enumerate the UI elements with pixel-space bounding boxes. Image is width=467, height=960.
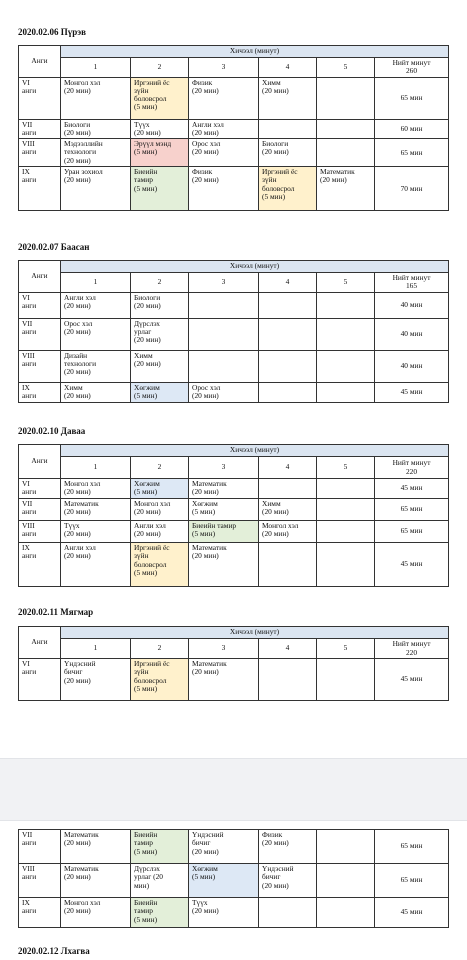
- lesson-cell-text: Математик (20 мин): [64, 499, 99, 517]
- lesson-cell: [61, 499, 131, 521]
- period-number: 3: [189, 457, 259, 479]
- table-row: [19, 77, 449, 119]
- lesson-cell: [259, 659, 317, 701]
- lesson-cell: [259, 167, 317, 211]
- lesson-cell: [61, 167, 131, 211]
- period-number: 2: [131, 639, 189, 659]
- table-row: [19, 167, 449, 211]
- table-row: [19, 119, 449, 139]
- lesson-cell: [259, 77, 317, 119]
- page-gap: [0, 758, 467, 820]
- row-total-cell: [375, 350, 449, 382]
- section-date: 2020.02.11 Мягмар: [18, 607, 94, 617]
- lesson-cell-text: Физик (20 мин): [192, 77, 219, 95]
- section-date: 2020.02.06 Пүрэв: [18, 27, 87, 37]
- lesson-cell: [189, 119, 259, 139]
- total-header-text: Нийт минут 220: [392, 458, 431, 476]
- lesson-cell-text: Монгол хэл (20 мин): [64, 479, 101, 497]
- period-number: 2: [131, 273, 189, 293]
- table-row: [19, 830, 449, 864]
- lesson-cell: [189, 864, 259, 898]
- lesson-cell-text: Эрүүл мэнд (5 мин): [134, 139, 172, 157]
- lesson-cell-text: Уран зохиол (20 мин): [64, 167, 103, 185]
- row-total-cell: [375, 659, 449, 701]
- row-total-cell-text: 60 мин: [400, 123, 423, 133]
- period-number: 1: [61, 273, 131, 293]
- lesson-cell-text: Иргэний ёс зүйн боловсрол (5 мин): [134, 543, 170, 577]
- lesson-cell-text: Англи хэл (20 мин): [192, 119, 224, 137]
- lesson-cell: [61, 382, 131, 402]
- header-row: [19, 46, 449, 58]
- lesson-cell: [259, 499, 317, 521]
- lesson-cell: [131, 382, 189, 402]
- row-total-cell-text: 70 мин: [400, 183, 423, 193]
- lesson-cell: [189, 830, 259, 864]
- lesson-cell: [61, 119, 131, 139]
- table-row: [19, 292, 449, 318]
- lesson-cell: [189, 77, 259, 119]
- lesson-cell-text: Үндэсний бичиг (20 мин): [192, 830, 224, 856]
- lesson-cell-text: Монгол хэл (20 мин): [64, 898, 101, 916]
- lesson-cell-text: Хөгжим (5 мин): [192, 499, 218, 517]
- grade-cell: [19, 830, 61, 864]
- period-number: 4: [259, 639, 317, 659]
- row-total-cell: [375, 167, 449, 211]
- lesson-cell: [317, 898, 375, 928]
- lesson-cell: [189, 499, 259, 521]
- lesson-cell: [317, 864, 375, 898]
- schedule-table: [18, 260, 449, 403]
- lesson-cell-text: Химм (20 мин): [134, 350, 161, 368]
- grade-cell: [19, 499, 61, 521]
- lesson-cell: [317, 139, 375, 167]
- total-header: [375, 58, 449, 78]
- lesson-cell-text: Англи хэл (20 мин): [64, 543, 96, 561]
- row-total-cell-text: 45 мин: [400, 483, 423, 493]
- grade-cell: [19, 350, 61, 382]
- lesson-cell-text: Монгол хэл (20 мин): [134, 499, 171, 517]
- schedule-header: Хичээл (минут): [61, 261, 449, 273]
- lesson-cell: [61, 77, 131, 119]
- lesson-cell-text: Орос хэл (20 мин): [192, 139, 221, 157]
- row-total-cell: [375, 830, 449, 864]
- lesson-cell: [131, 499, 189, 521]
- row-total-cell-text: 40 мин: [400, 299, 423, 309]
- lesson-cell-text: Орос хэл (20 мин): [192, 382, 221, 400]
- row-total-cell-text: 45 мин: [400, 559, 423, 569]
- lesson-cell: [259, 318, 317, 350]
- row-total-cell: [375, 864, 449, 898]
- row-total-cell: [375, 543, 449, 587]
- lesson-cell: [259, 830, 317, 864]
- period-number: 4: [259, 457, 317, 479]
- lesson-cell: [317, 318, 375, 350]
- grade-cell-text: VII анги: [22, 318, 37, 336]
- lesson-cell-text: Түүх (20 мин): [134, 119, 161, 137]
- row-total-cell-text: 65 мин: [400, 147, 423, 157]
- lesson-cell: [131, 830, 189, 864]
- grade-cell: [19, 119, 61, 139]
- lesson-cell-text: Монгол хэл (20 мин): [262, 521, 299, 539]
- next-section-date: 2020.02.12 Лхагва: [18, 946, 90, 956]
- lesson-cell: [131, 350, 189, 382]
- row-total-cell: [375, 292, 449, 318]
- lesson-cell: [189, 659, 259, 701]
- period-number: 2: [131, 457, 189, 479]
- header-row: [19, 58, 449, 78]
- lesson-cell-text: Дизайн технологи (20 мин): [64, 350, 97, 377]
- lesson-cell-text: Түүх (20 мин): [192, 898, 219, 916]
- lesson-cell-text: Математик (20 мин): [64, 830, 99, 848]
- lesson-cell: [61, 350, 131, 382]
- period-number: 5: [317, 273, 375, 293]
- schedule-header: Хичээл (минут): [61, 46, 449, 58]
- lesson-cell-text: Иргэний ёс зүйн боловсрол (5 мин): [134, 77, 170, 112]
- row-total-cell: [375, 119, 449, 139]
- grade-cell: [19, 521, 61, 543]
- header-row: [19, 261, 449, 273]
- row-total-cell: [375, 479, 449, 499]
- lesson-cell: [131, 864, 189, 898]
- lesson-cell: [259, 479, 317, 499]
- lesson-cell: [259, 292, 317, 318]
- grade-cell-text: VI анги: [22, 292, 37, 310]
- grade-cell-text: VIII анги: [22, 350, 37, 368]
- lesson-cell: [189, 521, 259, 543]
- table-row: [19, 499, 449, 521]
- lesson-cell: [317, 521, 375, 543]
- header-row: [19, 445, 449, 457]
- lesson-cell: [259, 864, 317, 898]
- section-date: 2020.02.07 Баасан: [18, 242, 90, 252]
- grade-cell: [19, 382, 61, 402]
- lesson-cell-text: Үндэсний бичиг (20 мин): [262, 864, 294, 890]
- grade-header: Анги: [19, 46, 61, 78]
- grade-cell: [19, 543, 61, 587]
- lesson-cell: [131, 521, 189, 543]
- schedule-header: Хичээл (минут): [61, 627, 449, 639]
- period-number: 5: [317, 457, 375, 479]
- total-header: [375, 273, 449, 293]
- grade-cell-text: IX анги: [22, 898, 37, 916]
- lesson-cell: [189, 382, 259, 402]
- row-total-cell-text: 40 мин: [400, 328, 423, 338]
- grade-cell: [19, 139, 61, 167]
- lesson-cell: [131, 318, 189, 350]
- page-gap-top-border: [0, 758, 467, 759]
- lesson-cell-text: Дүрслэх урлаг (20 мин): [134, 318, 161, 345]
- grade-cell-text: VII анги: [22, 119, 37, 137]
- lesson-cell-text: Орос хэл (20 мин): [64, 318, 93, 336]
- lesson-cell: [61, 521, 131, 543]
- lesson-cell-text: Физик (20 мин): [262, 830, 289, 848]
- lesson-cell-text: Химм (20 мин): [64, 382, 91, 400]
- lesson-cell-text: Биологи (20 мин): [64, 119, 91, 137]
- lesson-cell: [131, 119, 189, 139]
- lesson-cell-text: Англи хэл (20 мин): [64, 292, 96, 310]
- grade-cell-text: IX анги: [22, 167, 37, 185]
- row-total-cell-text: 45 мин: [400, 386, 423, 396]
- lesson-cell-text: Физик (20 мин): [192, 167, 219, 185]
- row-total-cell: [375, 318, 449, 350]
- lesson-cell-text: Үндэсний бичиг (20 мин): [64, 659, 96, 685]
- grade-cell-text: VI анги: [22, 479, 37, 497]
- grade-cell: [19, 318, 61, 350]
- row-total-cell-text: 45 мин: [400, 907, 423, 917]
- grade-header: Анги: [19, 261, 61, 293]
- lesson-cell: [61, 318, 131, 350]
- lesson-cell: [259, 119, 317, 139]
- period-number: 5: [317, 58, 375, 78]
- lesson-cell: [61, 830, 131, 864]
- section-date: 2020.02.10 Даваа: [18, 426, 86, 436]
- schedule-header: Хичээл (минут): [61, 445, 449, 457]
- table-row: [19, 521, 449, 543]
- row-total-cell-text: 45 мин: [400, 674, 423, 684]
- grade-cell-text: VIII анги: [22, 864, 37, 882]
- table-row: [19, 479, 449, 499]
- period-number: 3: [189, 639, 259, 659]
- total-header-text: Нийт минут 220: [392, 639, 431, 657]
- period-number: 3: [189, 58, 259, 78]
- lesson-cell-text: Англи хэл (20 мин): [134, 521, 166, 539]
- table-row: [19, 898, 449, 928]
- lesson-cell-text: Математик (20 мин): [320, 167, 355, 185]
- lesson-cell: [61, 898, 131, 928]
- lesson-cell-text: Биеийн тамир (5 мин): [134, 898, 158, 924]
- row-total-cell-text: 65 мин: [400, 504, 423, 514]
- table-row: [19, 318, 449, 350]
- grade-header: Анги: [19, 627, 61, 659]
- lesson-cell-text: Монгол хэл (20 мин): [64, 77, 101, 95]
- period-number: 3: [189, 273, 259, 293]
- lesson-cell: [61, 292, 131, 318]
- header-row: [19, 457, 449, 479]
- grade-cell: [19, 292, 61, 318]
- lesson-cell: [61, 479, 131, 499]
- header-row: [19, 273, 449, 293]
- lesson-cell-text: Хөгжим (5 мин): [192, 864, 218, 882]
- row-total-cell: [375, 521, 449, 543]
- lesson-cell: [131, 479, 189, 499]
- grade-cell: [19, 77, 61, 119]
- row-total-cell-text: 40 мин: [400, 360, 423, 370]
- lesson-cell: [189, 167, 259, 211]
- row-total-cell: [375, 77, 449, 119]
- lesson-cell-text: Математик (20 мин): [192, 479, 227, 497]
- lesson-cell-text: Иргэний ёс зүйн боловсрол (5 мин): [134, 659, 170, 693]
- lesson-cell: [317, 499, 375, 521]
- period-number: 4: [259, 58, 317, 78]
- lesson-cell: [61, 659, 131, 701]
- table-row: [19, 864, 449, 898]
- lesson-cell: [189, 350, 259, 382]
- table-row: [19, 350, 449, 382]
- grade-cell-text: VIII анги: [22, 139, 37, 157]
- grade-cell-text: IX анги: [22, 382, 37, 400]
- lesson-cell: [61, 543, 131, 587]
- lesson-cell: [259, 543, 317, 587]
- grade-cell-text: VII анги: [22, 499, 37, 517]
- total-header-text: Нийт минут 260: [392, 58, 431, 76]
- lesson-cell-text: Математик (20 мин): [192, 659, 227, 677]
- lesson-cell: [317, 543, 375, 587]
- period-number: 5: [317, 639, 375, 659]
- lesson-cell: [317, 119, 375, 139]
- period-number: 1: [61, 639, 131, 659]
- lesson-cell: [317, 479, 375, 499]
- header-row: [19, 639, 449, 659]
- table-row: [19, 139, 449, 167]
- schedule-table: [18, 626, 449, 701]
- total-header: [375, 639, 449, 659]
- lesson-cell: [317, 77, 375, 119]
- period-number: 4: [259, 273, 317, 293]
- row-total-cell: [375, 499, 449, 521]
- page-gap-bottom-border: [0, 820, 467, 821]
- table-row: [19, 543, 449, 587]
- grade-cell: [19, 898, 61, 928]
- lesson-cell: [317, 830, 375, 864]
- lesson-cell-text: Биеийн тамир (5 мин): [134, 830, 158, 856]
- lesson-cell-text: Мэдээллийн технологи (20 мин): [64, 139, 103, 165]
- lesson-cell: [189, 318, 259, 350]
- lesson-cell: [131, 139, 189, 167]
- total-header: [375, 457, 449, 479]
- period-number: 2: [131, 58, 189, 78]
- grade-cell-text: VII анги: [22, 830, 37, 848]
- grade-cell: [19, 864, 61, 898]
- lesson-cell-text: Түүх (20 мин): [64, 521, 91, 539]
- lesson-cell-text: Биологи (20 мин): [134, 292, 161, 310]
- lesson-cell: [189, 292, 259, 318]
- lesson-cell-text: Дүрслэх урлаг (20 мин): [134, 864, 163, 890]
- lesson-cell-text: Математик (20 мин): [64, 864, 99, 882]
- lesson-cell-text: Химм (20 мин): [262, 77, 289, 95]
- lesson-cell: [317, 167, 375, 211]
- table-row: [19, 659, 449, 701]
- row-total-cell-text: 65 мин: [400, 92, 423, 102]
- period-number: 1: [61, 58, 131, 78]
- period-number: 1: [61, 457, 131, 479]
- grade-cell: [19, 659, 61, 701]
- lesson-cell-text: Математик (20 мин): [192, 543, 227, 561]
- row-total-cell-text: 65 мин: [400, 841, 423, 851]
- lesson-cell: [61, 139, 131, 167]
- lesson-cell-text: Хөгжим (5 мин): [134, 382, 160, 400]
- table-row: [19, 382, 449, 402]
- total-header-text: Нийт минут 165: [392, 273, 431, 291]
- schedule-table-continued: [18, 829, 449, 928]
- grade-cell: [19, 167, 61, 211]
- row-total-cell: [375, 139, 449, 167]
- grade-cell: [19, 479, 61, 499]
- row-total-cell: [375, 898, 449, 928]
- lesson-cell: [189, 479, 259, 499]
- lesson-cell: [259, 139, 317, 167]
- schedule-table: [18, 444, 449, 587]
- lesson-cell: [189, 898, 259, 928]
- lesson-cell: [259, 350, 317, 382]
- lesson-cell: [131, 167, 189, 211]
- lesson-cell: [131, 659, 189, 701]
- row-total-cell-text: 65 мин: [400, 526, 423, 536]
- lesson-cell: [259, 521, 317, 543]
- lesson-cell: [131, 77, 189, 119]
- grade-cell-text: VI анги: [22, 659, 37, 677]
- lesson-cell: [317, 350, 375, 382]
- lesson-cell: [189, 139, 259, 167]
- lesson-cell: [131, 543, 189, 587]
- lesson-cell: [189, 543, 259, 587]
- lesson-cell: [259, 898, 317, 928]
- lesson-cell: [317, 659, 375, 701]
- row-total-cell: [375, 382, 449, 402]
- grade-cell-text: VI анги: [22, 77, 37, 95]
- lesson-cell-text: Биологи (20 мин): [262, 139, 289, 157]
- lesson-cell: [317, 292, 375, 318]
- lesson-cell: [259, 382, 317, 402]
- lesson-cell: [317, 382, 375, 402]
- lesson-cell: [131, 898, 189, 928]
- lesson-cell-text: Биеийн тамир (5 мин): [134, 167, 158, 193]
- header-row: [19, 627, 449, 639]
- lesson-cell-text: Биеийн тамир (5 мин): [192, 521, 237, 539]
- lesson-cell-text: Химм (20 мин): [262, 499, 289, 517]
- lesson-cell-text: Иргэний ёс зүйн боловсрол (5 мин): [262, 167, 298, 202]
- schedule-table: [18, 45, 449, 211]
- lesson-cell-text: Хөгжим (5 мин): [134, 479, 160, 497]
- lesson-cell: [131, 292, 189, 318]
- lesson-cell: [61, 864, 131, 898]
- row-total-cell-text: 65 мин: [400, 875, 423, 885]
- grade-cell-text: VIII анги: [22, 521, 37, 539]
- grade-cell-text: IX анги: [22, 543, 37, 561]
- grade-header: Анги: [19, 445, 61, 479]
